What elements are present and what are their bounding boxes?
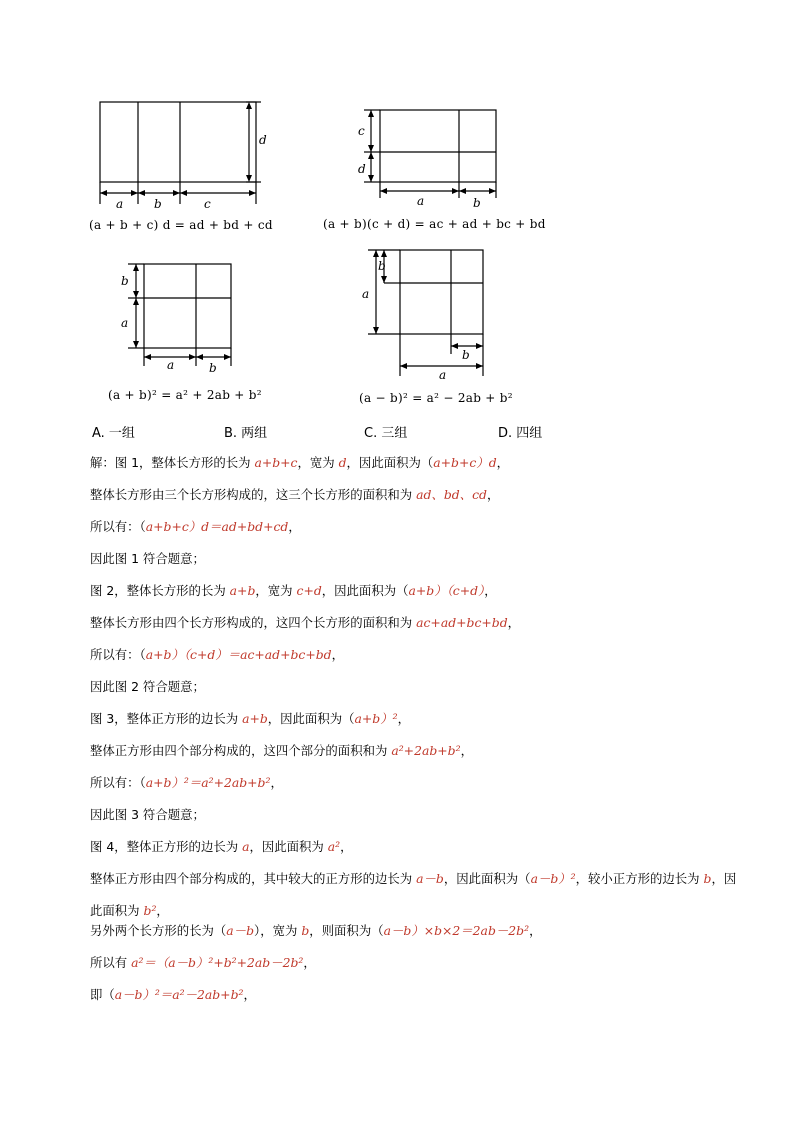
math-expression: a²+2ab+b²	[391, 743, 461, 758]
fig1-label-c: c	[204, 197, 211, 211]
solution-text-fragment: ，	[460, 743, 473, 758]
solution-text-fragment: ，	[243, 987, 256, 1002]
fig1-label-b: b	[154, 197, 162, 211]
figure-2-formula: (a + b)(c + d) = ac + ad + bc + bd	[323, 217, 546, 231]
solution-text-fragment: 图 4，整体正方形的边长为	[90, 839, 243, 854]
option-d: D. 四组	[498, 426, 543, 441]
figure-3	[114, 258, 244, 382]
solution-text-fragment: 整体长方形由四个长方形构成的，这四个长方形的面积和为	[90, 615, 417, 630]
math-expression: a+b）（c+d）	[408, 583, 485, 598]
option-c: C. 三组	[364, 426, 408, 441]
fig4-label-b: b	[378, 259, 386, 273]
fig4-label-a2: a	[439, 368, 447, 382]
solution-text-fragment: ，因此面积为	[90, 871, 737, 918]
solution-text-fragment: ，	[397, 711, 410, 726]
fig1-label-a: a	[116, 197, 124, 211]
math-expression: b	[301, 923, 310, 938]
solution-line	[90, 921, 740, 953]
solution-text-fragment: 图 2，整体长方形的长为	[90, 583, 230, 598]
math-expression: a+b+c）d＝ad+bd+cd	[145, 519, 289, 534]
math-expression: a+b）²＝a²+2ab+b²	[145, 775, 271, 790]
solution-text	[90, 453, 740, 1017]
solution-text-fragment: 整体正方形由四个部分构成的，这四个部分的面积和为	[90, 743, 392, 758]
figure-1	[86, 96, 276, 218]
solution-text-fragment: ，	[496, 455, 510, 470]
figure-3-formula: (a + b)² = a² + 2ab + b²	[108, 388, 262, 402]
solution-line	[90, 485, 740, 517]
solution-text-fragment: ，因此面积为	[249, 839, 328, 854]
fig3-label-a2: a	[167, 358, 175, 372]
solution-text-fragment: 即（	[90, 987, 115, 1002]
math-expression: a+b+c）d	[433, 455, 497, 470]
math-expression: a+b	[229, 583, 256, 598]
solution-line	[90, 953, 740, 985]
math-expression: a	[242, 839, 250, 854]
solution-line	[90, 773, 740, 805]
figure-2	[350, 104, 510, 218]
math-expression: d	[338, 455, 347, 470]
solution-text-fragment: ，因此面积为（	[321, 583, 409, 598]
fig2-label-a: a	[417, 194, 425, 208]
fig1-label-d: d	[259, 133, 267, 147]
math-expression: ac+ad+bc+bd	[416, 615, 508, 630]
solution-text-fragment: ，	[484, 583, 497, 598]
fig3-label-b: b	[121, 274, 129, 288]
solution-line	[90, 645, 740, 677]
math-expression: a+b）²	[354, 711, 398, 726]
option-a: A. 一组	[92, 426, 135, 441]
solution-text-fragment: ，	[486, 487, 500, 502]
solution-text-fragment: 所以有：（	[90, 519, 146, 534]
figure-1-formula: (a + b + c) d = ad + bd + cd	[89, 218, 273, 232]
math-expression: b	[703, 871, 712, 886]
solution-text-fragment: ，	[288, 519, 301, 534]
solution-text-fragment: ），宽为	[254, 923, 302, 938]
solution-line	[90, 741, 740, 773]
fig4-label-b2: b	[462, 348, 470, 362]
solution-text-fragment: ，较小正方形的边长为	[575, 871, 704, 886]
solution-text-fragment: ，宽为	[255, 583, 297, 598]
math-expression: a－b	[226, 923, 255, 938]
solution-text-fragment: 另外两个长方形的长为（	[90, 923, 227, 938]
solution-text-fragment: 因此图 2 符合题意；	[90, 679, 205, 694]
math-expression: a+b）（c+d）＝ac+ad+bc+bd	[145, 647, 332, 662]
fig4-label-a: a	[362, 287, 370, 301]
solution-line	[90, 677, 740, 709]
solution-line	[90, 549, 740, 581]
solution-text-fragment: ，宽为	[297, 455, 339, 470]
solution-text-fragment: 整体正方形由四个部分构成的，其中较大的正方形的边长为	[90, 871, 417, 886]
solution-text-fragment: 因此图 3 符合题意；	[90, 807, 205, 822]
fig2-label-b: b	[473, 196, 481, 210]
solution-text-fragment: 因此图 1 符合题意；	[90, 551, 205, 566]
solution-text-fragment: 所以有：（	[90, 647, 146, 662]
solution-line	[90, 805, 740, 837]
fig2-label-d: d	[358, 162, 366, 176]
figure-4	[354, 244, 494, 388]
solution-text-fragment: ，	[529, 923, 542, 938]
solution-text-fragment: 图 3，整体正方形的边长为	[90, 711, 243, 726]
solution-line	[90, 581, 740, 613]
math-expression: b²	[143, 903, 157, 918]
solution-line	[90, 517, 740, 549]
math-expression: a²＝（a－b）²+b²+2ab－2b²	[131, 955, 304, 970]
math-expression: a+b	[242, 711, 268, 726]
math-expression: a－b	[416, 871, 444, 886]
solution-text-fragment: ，	[331, 647, 344, 662]
math-expression: a－b）×b×2＝2ab－2b²	[383, 923, 530, 938]
solution-text-fragment: ，	[270, 775, 283, 790]
solution-line	[90, 863, 740, 927]
solution-line	[90, 453, 740, 485]
option-b: B. 两组	[224, 426, 268, 441]
solution-text-fragment: ，	[507, 615, 521, 630]
fig3-label-b2: b	[209, 361, 217, 375]
math-expression: a²	[327, 839, 341, 854]
figure-4-formula: (a − b)² = a² − 2ab + b²	[359, 391, 513, 405]
solution-text-fragment: ，因此面积为（	[346, 455, 434, 470]
solution-text-fragment: ，因此面积为（	[443, 871, 531, 886]
math-expression: ad、bd、cd	[416, 487, 487, 502]
solution-text-fragment: 整体长方形由三个长方形构成的，这三个长方形的面积和为	[90, 487, 417, 502]
math-expression: a+b+c	[254, 455, 298, 470]
solution-text-fragment: ，	[303, 955, 316, 970]
solution-text-fragment: 解：图 1，整体长方形的长为	[90, 455, 255, 470]
solution-text-fragment: ，则面积为（	[309, 923, 384, 938]
math-expression: c+d	[296, 583, 322, 598]
math-expression: a－b）²	[530, 871, 576, 886]
solution-line	[90, 613, 740, 645]
solution-text-fragment: ，	[340, 839, 353, 854]
solution-text-fragment: 所以有	[90, 955, 132, 970]
solution-line	[90, 709, 740, 741]
math-expression: a－b）²＝a²－2ab+b²	[114, 987, 244, 1002]
solution-text-fragment: 所以有：（	[90, 775, 146, 790]
fig3-label-a: a	[121, 316, 129, 330]
solution-text-fragment: ，因此面积为（	[267, 711, 355, 726]
fig2-label-c: c	[358, 124, 365, 138]
solution-line	[90, 985, 740, 1017]
solution-text-fragment: ，	[156, 903, 169, 918]
